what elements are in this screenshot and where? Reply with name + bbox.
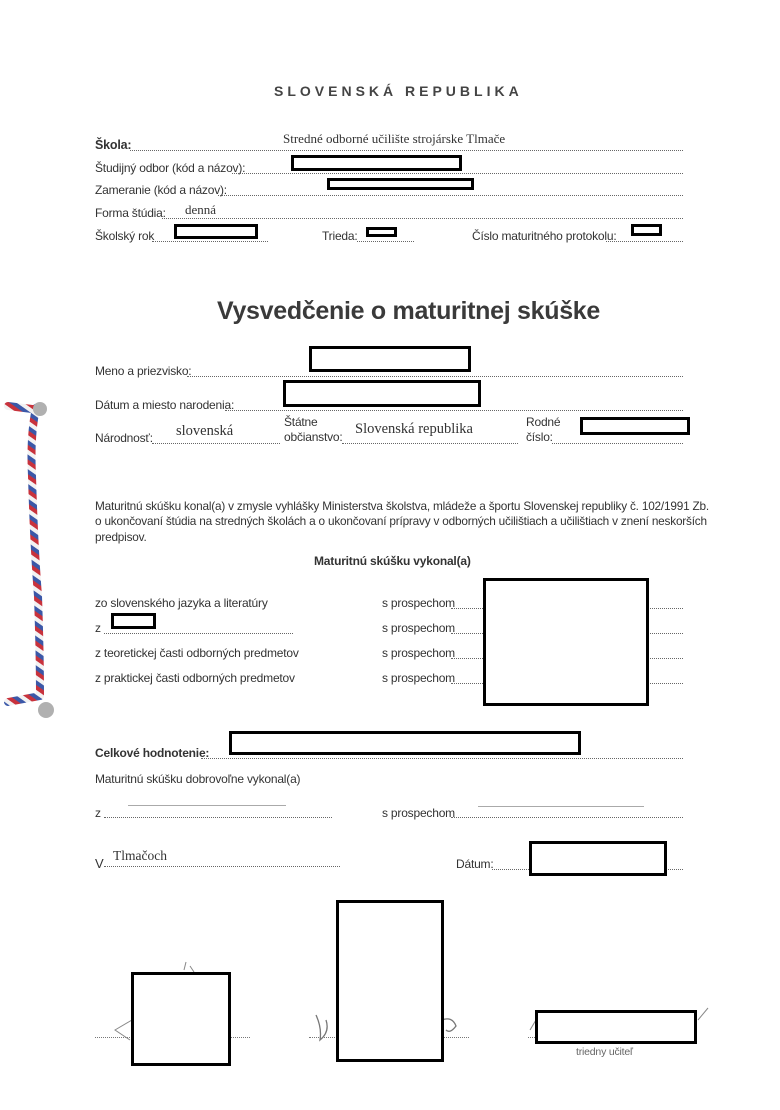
prospech-label-4: s prospechom: [382, 671, 455, 685]
name-label: Meno a priezvisko:: [95, 364, 192, 378]
legal-text-line-1: Maturitnú skúšku konal(a) v zmysle vyhlášky Ministerstva školstva, mládeže a športu Slovenskej republiky č. 102/1991 Zb.: [95, 499, 709, 513]
redacted-signature-left: [131, 972, 231, 1066]
class-label: Trieda:: [322, 229, 358, 243]
legal-text-line-2: o ukončovaní štúdia na stredných školách a o ukončovaní prípravy v odborných učilištiach a učilištiach v znení neskorších: [95, 514, 707, 528]
subject-1: zo slovenského jazyka a literatúry: [95, 596, 268, 610]
protocol-label: Číslo maturitného protokolu:: [472, 229, 617, 243]
school-label: Škola:: [95, 138, 132, 152]
voluntary-prospech-label: s prospechom: [382, 806, 455, 820]
exam-heading: Maturitnú skúšku vykonal(a): [314, 554, 471, 568]
binding-cord: [0, 396, 60, 726]
grommet-top-icon: [33, 402, 47, 416]
redacted-date: [529, 841, 667, 876]
birth-number-label-1: Rodné: [526, 415, 561, 429]
redacted-stamp-center: [336, 900, 444, 1062]
grommet-bottom-icon: [38, 702, 54, 718]
nationality-label: Národnosť:: [95, 431, 153, 445]
study-field-label: Študijný odbor (kód a názov):: [95, 161, 246, 175]
citizenship-label-2: občianstvo:: [284, 430, 343, 444]
redacted-overall: [229, 731, 581, 755]
citizenship-value: Slovenská republika: [355, 421, 473, 437]
place-value: Tlmačoch: [113, 848, 167, 863]
subject-2: z: [95, 621, 101, 635]
redacted-grades: [483, 578, 649, 706]
prospech-label-2: s prospechom: [382, 621, 455, 635]
redacted-name: [309, 346, 471, 372]
overall-label: Celkové hodnotenie:: [95, 746, 210, 760]
voluntary-label: Maturitnú skúšku dobrovoľne vykonal(a): [95, 772, 301, 786]
school-value: Stredné odborné učilište strojárske Tlmače: [283, 131, 506, 146]
redacted-subject-2: [111, 613, 156, 629]
prospech-label-1: s prospechom: [382, 596, 455, 610]
school-year-label: Školský rok: [95, 229, 155, 243]
legal-text-line-3: predpisov.: [95, 530, 147, 544]
study-form-label: Forma štúdia:: [95, 206, 166, 220]
redacted-birth-number: [580, 417, 690, 435]
voluntary-subject: z: [95, 806, 101, 820]
subject-4: z praktickej časti odborných predmetov: [95, 671, 295, 685]
place-prefix: V: [95, 856, 104, 871]
citizenship-label-1: Štátne: [284, 415, 318, 429]
redacted-specialization: [327, 178, 474, 190]
prospech-label-3: s prospechom: [382, 646, 455, 660]
redacted-class: [366, 227, 397, 237]
specialization-label: Zameranie (kód a názov):: [95, 183, 227, 197]
redacted-protocol: [631, 224, 662, 236]
redacted-study-field: [291, 155, 462, 171]
class-teacher-label: triedny učiteľ: [576, 1046, 633, 1058]
birth-label: Dátum a miesto narodenia:: [95, 398, 235, 412]
date-label: Dátum:: [456, 857, 494, 871]
redacted-birth: [283, 380, 481, 407]
redacted-signature-right: [535, 1010, 697, 1044]
country-title: SLOVENSKÁ REPUBLIKA: [274, 83, 523, 99]
redacted-school-year: [174, 224, 258, 239]
document-title: Vysvedčenie o maturitnej skúške: [217, 297, 601, 325]
nationality-value: slovenská: [176, 423, 234, 439]
subject-3: z teoretickej časti odborných predmetov: [95, 646, 299, 660]
study-form-value: denná: [185, 202, 217, 217]
birth-number-label-2: číslo:: [526, 430, 553, 444]
